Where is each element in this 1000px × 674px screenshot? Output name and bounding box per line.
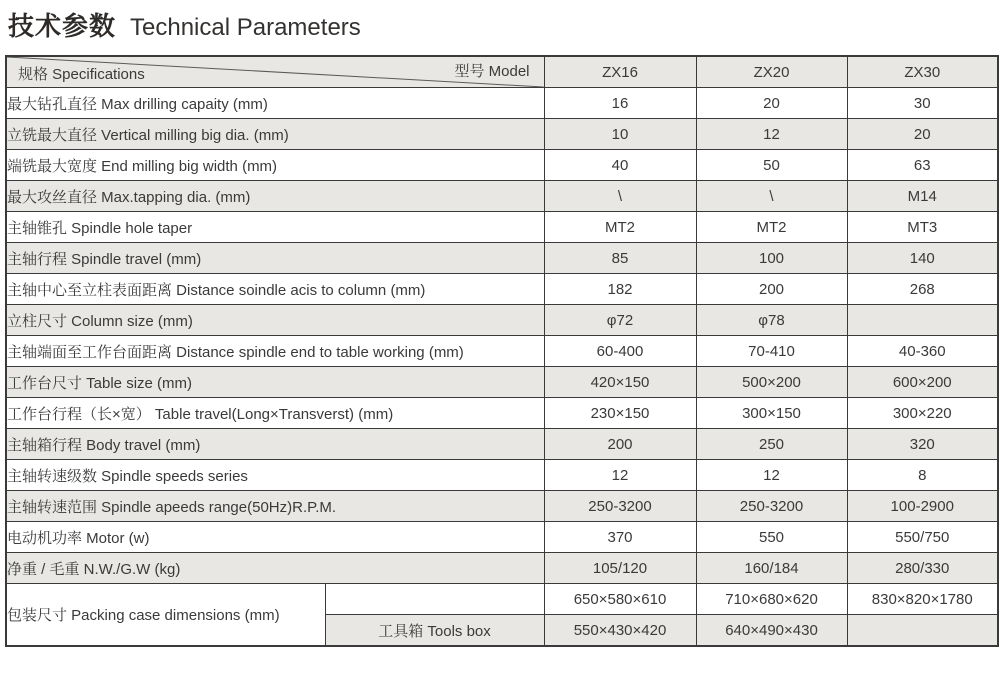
spec-header-label: 规格 Specifications: [18, 66, 145, 83]
value-cell: 250-3200: [544, 491, 696, 522]
packing-case-row: [6, 584, 998, 615]
value-cell: 105/120: [544, 553, 696, 584]
page-title-zh: 技术参数: [8, 11, 117, 41]
value-cell: 12: [696, 460, 847, 491]
value-cell: 370: [544, 522, 696, 553]
table-row: [6, 243, 998, 274]
table-row: [6, 119, 998, 150]
table-row: [6, 305, 998, 336]
table-row: [6, 553, 998, 584]
model-header-label: 型号 Model: [454, 63, 530, 80]
table-row: [6, 212, 998, 243]
value-cell: MT2: [544, 212, 696, 243]
tools-box-label-cell: 工具箱 Tools box: [325, 615, 544, 647]
value-cell: MT2: [696, 212, 847, 243]
value-cell: 550/750: [847, 522, 998, 553]
table-row: [6, 274, 998, 305]
technical-parameters-table: [5, 55, 999, 647]
packing-sub-empty-cell: [325, 584, 544, 615]
value-cell: 550×430×420: [544, 615, 696, 647]
value-cell: 12: [696, 119, 847, 150]
table-row: [6, 367, 998, 398]
value-cell: MT3: [847, 212, 998, 243]
spec-label-cell: 工作台尺寸 Table size (mm): [6, 367, 544, 398]
table-row: [6, 150, 998, 181]
value-cell: 140: [847, 243, 998, 274]
value-cell: 20: [696, 88, 847, 119]
table-row: [6, 88, 998, 119]
value-cell: 40: [544, 150, 696, 181]
value-cell: 50: [696, 150, 847, 181]
header-row: [6, 56, 998, 88]
spec-label-cell: 工作台行程（长×宽） Table travel(Long×Transverst) (mm): [6, 398, 544, 429]
value-cell: 830×820×1780: [847, 584, 998, 615]
value-cell: 63: [847, 150, 998, 181]
value-cell: 200: [544, 429, 696, 460]
value-cell: 600×200: [847, 367, 998, 398]
model-column-zx30: ZX30: [847, 56, 998, 88]
spec-label-cell: 立铣最大直径 Vertical milling big dia. (mm): [6, 119, 544, 150]
value-cell: 30: [847, 88, 998, 119]
page-title-en: Technical Parameters: [130, 14, 361, 41]
page-title: [8, 6, 361, 43]
value-cell: 85: [544, 243, 696, 274]
value-cell: 320: [847, 429, 998, 460]
value-cell: 650×580×610: [544, 584, 696, 615]
value-cell: 8: [847, 460, 998, 491]
value-cell: \: [696, 181, 847, 212]
value-cell: 250: [696, 429, 847, 460]
value-cell: 160/184: [696, 553, 847, 584]
model-column-zx20: ZX20: [696, 56, 847, 88]
value-cell: [847, 615, 998, 647]
value-cell: 10: [544, 119, 696, 150]
value-cell: M14: [847, 181, 998, 212]
value-cell: 20: [847, 119, 998, 150]
value-cell: 280/330: [847, 553, 998, 584]
spec-label-cell: 主轴端面至工作台面距离 Distance spindle end to table working (mm): [6, 336, 544, 367]
value-cell: 100-2900: [847, 491, 998, 522]
spec-label-cell: 主轴中心至立柱表面距离 Distance soindle acis to column (mm): [6, 274, 544, 305]
value-cell: 550: [696, 522, 847, 553]
spec-label-cell: 立柱尺寸 Column size (mm): [6, 305, 544, 336]
table-row: [6, 460, 998, 491]
value-cell: 60-400: [544, 336, 696, 367]
value-cell: 710×680×620: [696, 584, 847, 615]
value-cell: 12: [544, 460, 696, 491]
spec-label-cell: 最大钻孔直径 Max drilling capaity (mm): [6, 88, 544, 119]
value-cell: 300×150: [696, 398, 847, 429]
spec-label-cell: 主轴锥孔 Spindle hole taper: [6, 212, 544, 243]
value-cell: 70-410: [696, 336, 847, 367]
value-cell: [847, 305, 998, 336]
value-cell: 250-3200: [696, 491, 847, 522]
spec-label-cell: 最大攻丝直径 Max.tapping dia. (mm): [6, 181, 544, 212]
spec-label-cell: 主轴转速范围 Spindle apeeds range(50Hz)R.P.M.: [6, 491, 544, 522]
value-cell: 230×150: [544, 398, 696, 429]
model-column-zx16: ZX16: [544, 56, 696, 88]
spec-label-cell: 主轴转速级数 Spindle speeds series: [6, 460, 544, 491]
table-row: [6, 522, 998, 553]
value-cell: 182: [544, 274, 696, 305]
value-cell: 500×200: [696, 367, 847, 398]
value-cell: φ72: [544, 305, 696, 336]
value-cell: 268: [847, 274, 998, 305]
value-cell: φ78: [696, 305, 847, 336]
spec-model-header-cell: [6, 56, 544, 88]
value-cell: 16: [544, 88, 696, 119]
value-cell: 640×490×430: [696, 615, 847, 647]
value-cell: 40-360: [847, 336, 998, 367]
spec-label-cell: 电动机功率 Motor (w): [6, 522, 544, 553]
table-row: [6, 429, 998, 460]
table-row: [6, 398, 998, 429]
spec-label-cell: 端铣最大宽度 End milling big width (mm): [6, 150, 544, 181]
value-cell: 200: [696, 274, 847, 305]
table-row: [6, 336, 998, 367]
spec-label-cell: 主轴箱行程 Body travel (mm): [6, 429, 544, 460]
packing-label-cell: 包装尺寸 Packing case dimensions (mm): [6, 584, 325, 647]
spec-label-cell: 净重 / 毛重 N.W./G.W (kg): [6, 553, 544, 584]
spec-label-cell: 主轴行程 Spindle travel (mm): [6, 243, 544, 274]
value-cell: \: [544, 181, 696, 212]
value-cell: 100: [696, 243, 847, 274]
table-row: [6, 181, 998, 212]
value-cell: 300×220: [847, 398, 998, 429]
table-row: [6, 491, 998, 522]
value-cell: 420×150: [544, 367, 696, 398]
